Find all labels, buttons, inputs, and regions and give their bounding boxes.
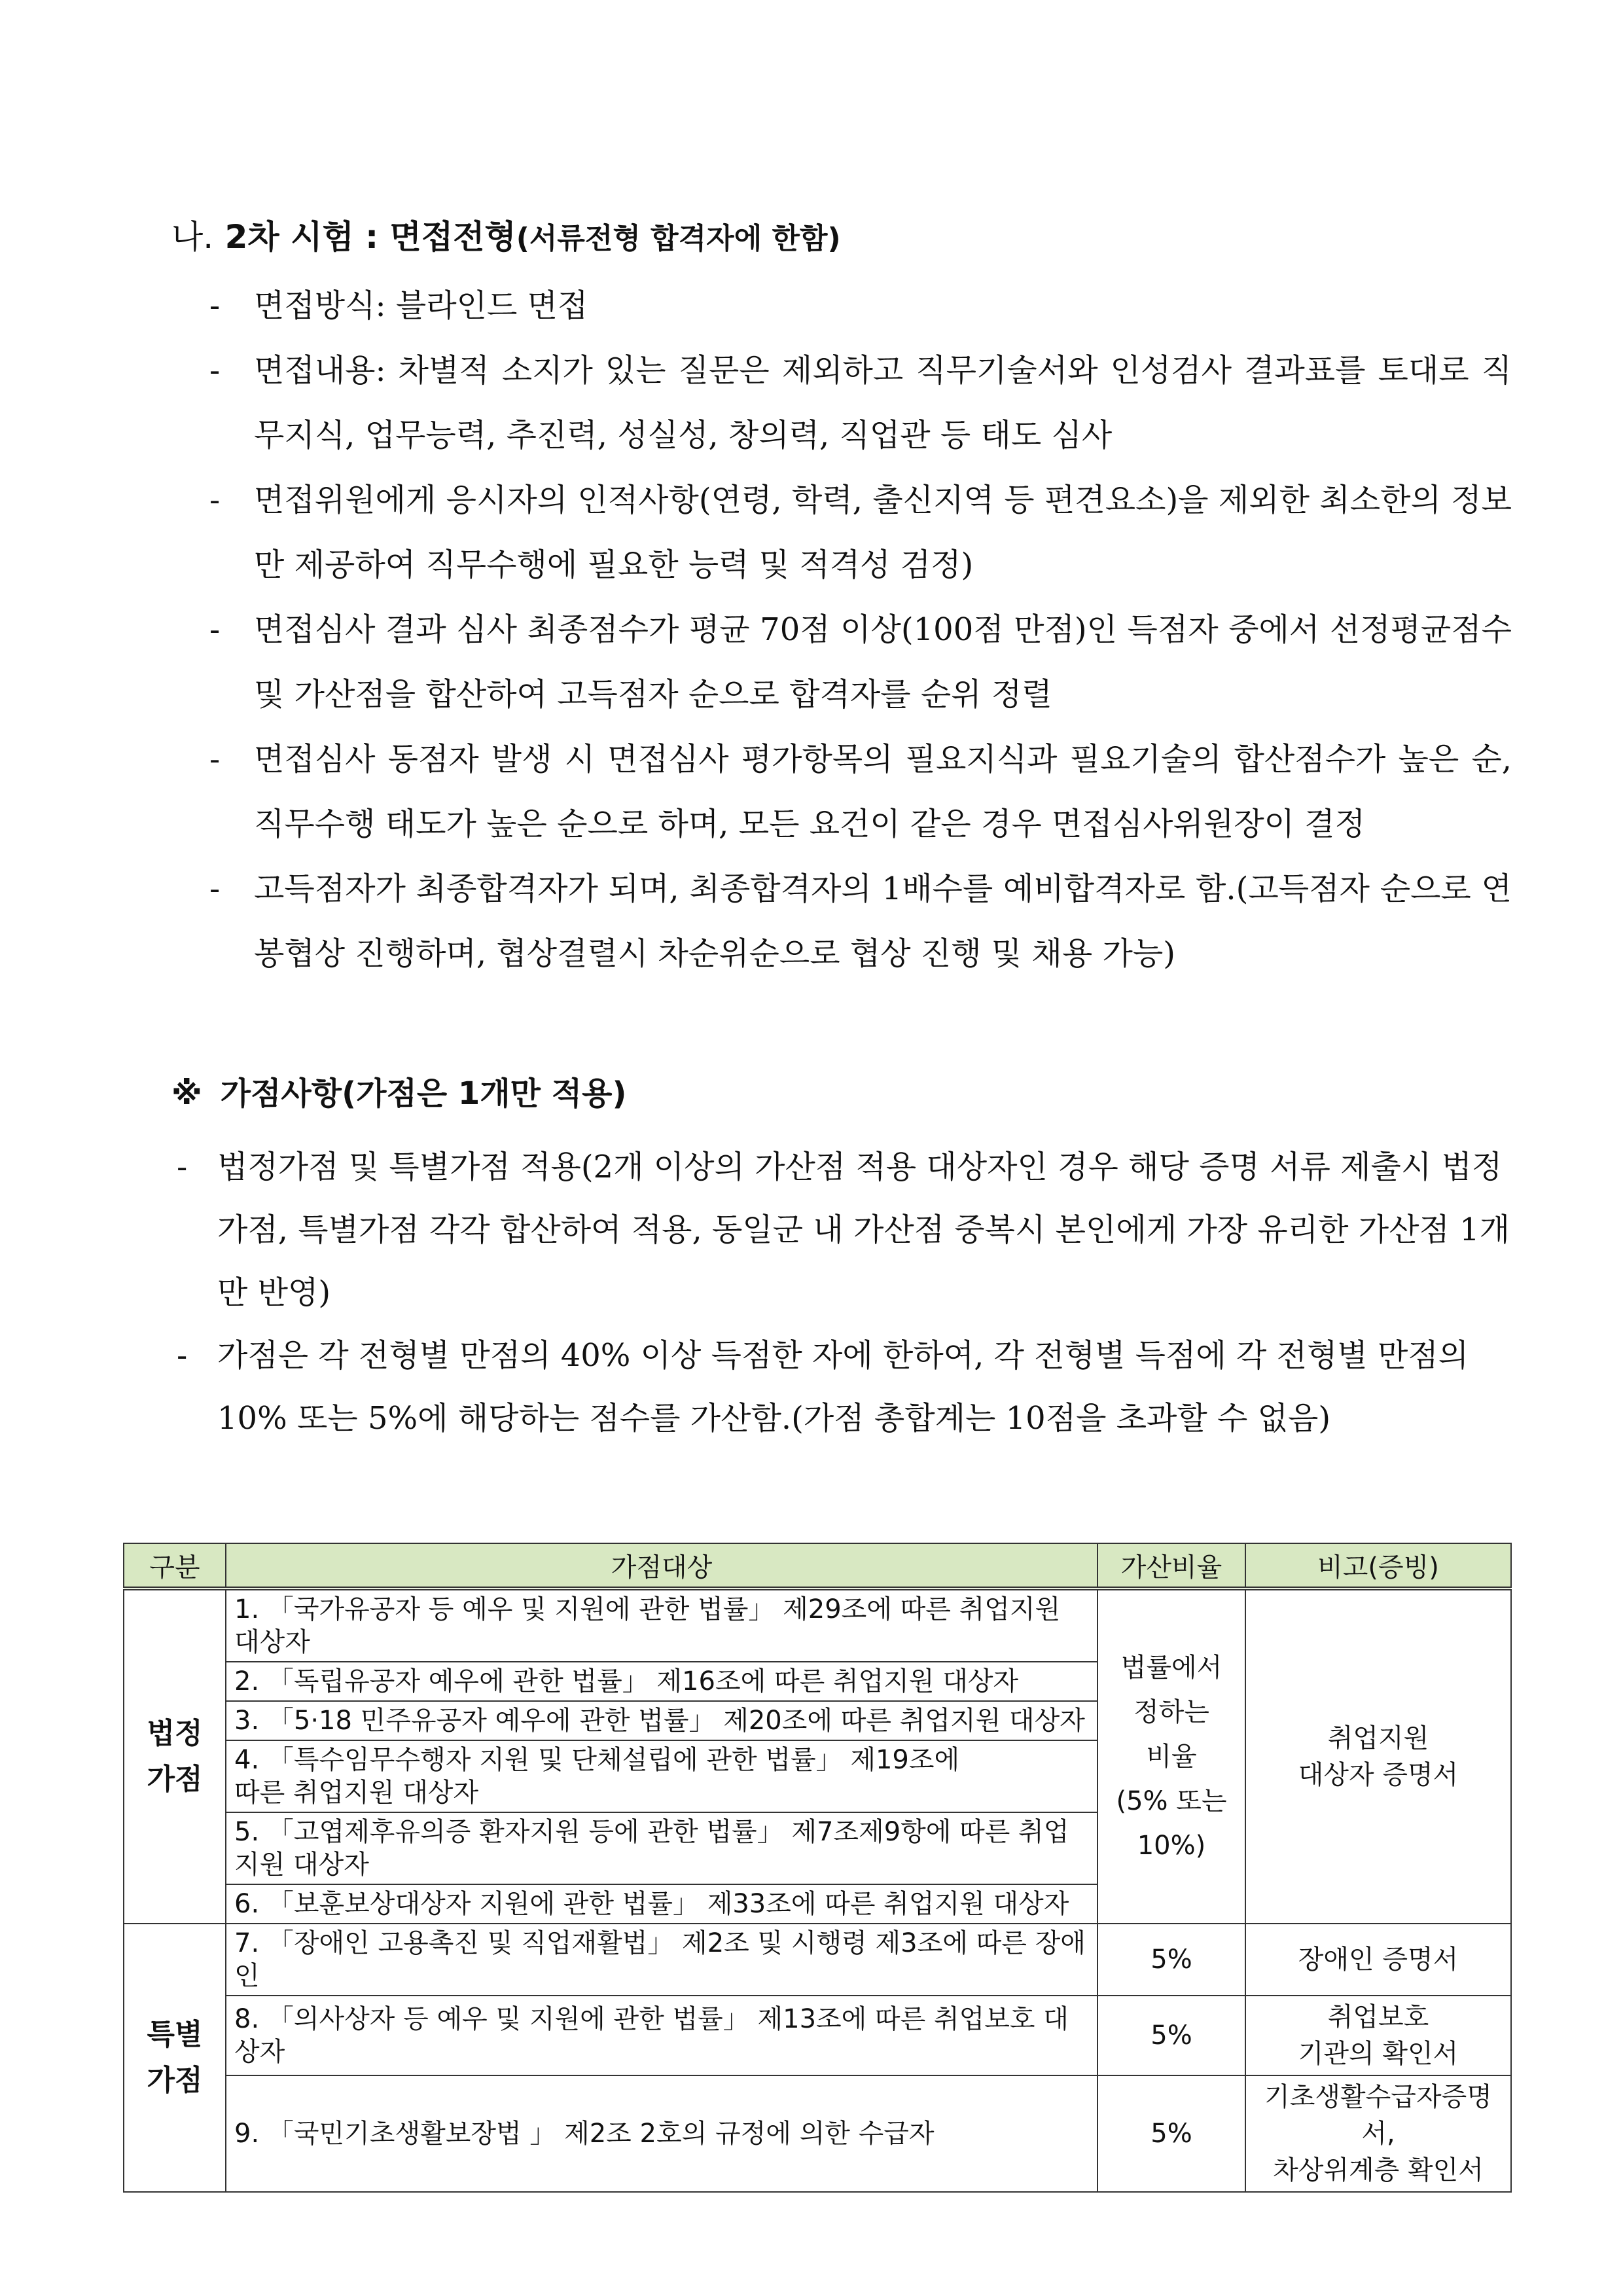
legal-rate-cell: 법률에서 정하는 비율 (5% 또는 10%) [1097, 1588, 1245, 1924]
header-target: 가점대상 [226, 1543, 1097, 1588]
bullet-item: - 면접내용: 차별적 소지가 있는 질문은 제외하고 직무기술서와 인성검사 결과표를 토대로 직무지식, 업무능력, 추진력, 성실성, 창의력, 직업관 등 태도 심사 [209, 338, 1512, 468]
reference-mark: ※ [171, 1075, 202, 1112]
special-rate-cell: 5% [1097, 2075, 1245, 2192]
special-item-cell: 9. 「국민기초생활보장법 」 제2조 2호의 규정에 의한 수급자 [226, 2075, 1097, 2192]
special-proof-cell: 장애인 증명서 [1245, 1924, 1511, 1996]
section-subtitle: (서류전형 합격자에 한함) [516, 222, 841, 255]
bullet-item: - 면접심사 결과 심사 최종점수가 평균 70점 이상(100점 만점)인 득점자 중에서 선정평균점수 및 가산점을 합산하여 고득점자 순으로 합격자를 순위 정렬 [209, 598, 1512, 727]
bonus-bullet-list [177, 1136, 1512, 1450]
bullet-item: - 고득점자가 최종합격자가 되며, 최종합격자의 1배수를 예비합격자로 함.(고득점자 순으로 연봉협상 진행하며, 협상결렬시 차순위순으로 협상 진행 및 채용 가능) [209, 857, 1512, 986]
bonus-note-title: 가점사항(가점은 1개만 적용) [220, 1075, 627, 1112]
section-title: 2차 시험 : 면접전형 [224, 218, 516, 256]
special-proof-cell: 기초생활수급자증명서, 차상위계층 확인서 [1245, 2075, 1511, 2192]
special-proof-cell: 취업보호 기관의 확인서 [1245, 1996, 1511, 2075]
header-rate: 가산비율 [1097, 1543, 1245, 1588]
special-item-cell: 8. 「의사상자 등 예우 및 지원에 관한 법률」 제13조에 따른 취업보호 대상자 [226, 1996, 1097, 2075]
table-row [124, 1588, 1511, 1662]
bonus-note-heading [171, 1068, 626, 1113]
special-rate-cell: 5% [1097, 1996, 1245, 2075]
legal-item-cell: 2. 「독립유공자 예우에 관한 법률」 제16조에 따른 취업지원 대상자 [226, 1662, 1097, 1701]
table-row [124, 2075, 1511, 2192]
interview-bullet-list [209, 274, 1512, 986]
section-number: 나. [171, 218, 214, 256]
table-row [124, 1996, 1511, 2075]
section-heading [171, 211, 841, 258]
bonus-bullet-item: - 가점은 각 전형별 만점의 40% 이상 득점한 자에 한하여, 각 전형별 득점에 각 전형별 만점의 10% 또는 5%에 해당하는 점수를 가산함.(가점 총합계는 10점을 초과할 수 없음) [177, 1324, 1512, 1450]
legal-proof-cell: 취업지원 대상자 증명서 [1245, 1588, 1511, 1924]
legal-item-cell: 3. 「5·18 민주유공자 예우에 관한 법률」 제20조에 따른 취업지원 대상자 [226, 1701, 1097, 1740]
special-item-cell: 7. 「장애인 고용촉진 및 직업재활법」 제2조 및 시행령 제3조에 따른 장애인 [226, 1924, 1097, 1996]
legal-item-cell: 6. 「보훈보상대상자 지원에 관한 법률」 제33조에 따른 취업지원 대상자 [226, 1884, 1097, 1924]
legal-item-cell: 5. 「고엽제후유의증 환자지원 등에 관한 법률」 제7조제9항에 따른 취업지원 대상자 [226, 1812, 1097, 1884]
special-rate-cell: 5% [1097, 1924, 1245, 1996]
legal-category-cell: 법정 가점 [124, 1588, 226, 1924]
bonus-bullet-item: - 법정가점 및 특별가점 적용(2개 이상의 가산점 적용 대상자인 경우 해당 증명 서류 제출시 법정가점, 특별가점 각각 합산하여 적용, 동일군 내 가산점 중복시 본인에게 가장 유리한 가산점 1개만 반영) [177, 1136, 1512, 1324]
legal-item-cell: 1. 「국가유공자 등 예우 및 지원에 관한 법률」 제29조에 따른 취업지원 대상자 [226, 1588, 1097, 1662]
header-category: 구분 [124, 1543, 226, 1588]
table-header-row [124, 1543, 1511, 1588]
table-row [124, 1924, 1511, 1996]
bullet-item: - 면접위원에게 응시자의 인적사항(연령, 학력, 출신지역 등 편견요소)을 제외한 최소한의 정보만 제공하여 직무수행에 필요한 능력 및 적격성 검정) [209, 468, 1512, 598]
header-proof: 비고(증빙) [1245, 1543, 1511, 1588]
bonus-points-table [123, 1543, 1512, 2193]
bullet-item: - 면접심사 동점자 발생 시 면접심사 평가항목의 필요지식과 필요기술의 합산점수가 높은 순, 직무수행 태도가 높은 순으로 하며, 모든 요건이 같은 경우 면접심사위원장이 결정 [209, 727, 1512, 857]
legal-item-cell: 4. 「특수임무수행자 지원 및 단체설립에 관한 법률」 제19조에 따른 취업지원 대상자 [226, 1740, 1097, 1812]
bullet-item: - 면접방식: 블라인드 면접 [209, 274, 1512, 338]
special-category-cell: 특별 가점 [124, 1924, 226, 2192]
